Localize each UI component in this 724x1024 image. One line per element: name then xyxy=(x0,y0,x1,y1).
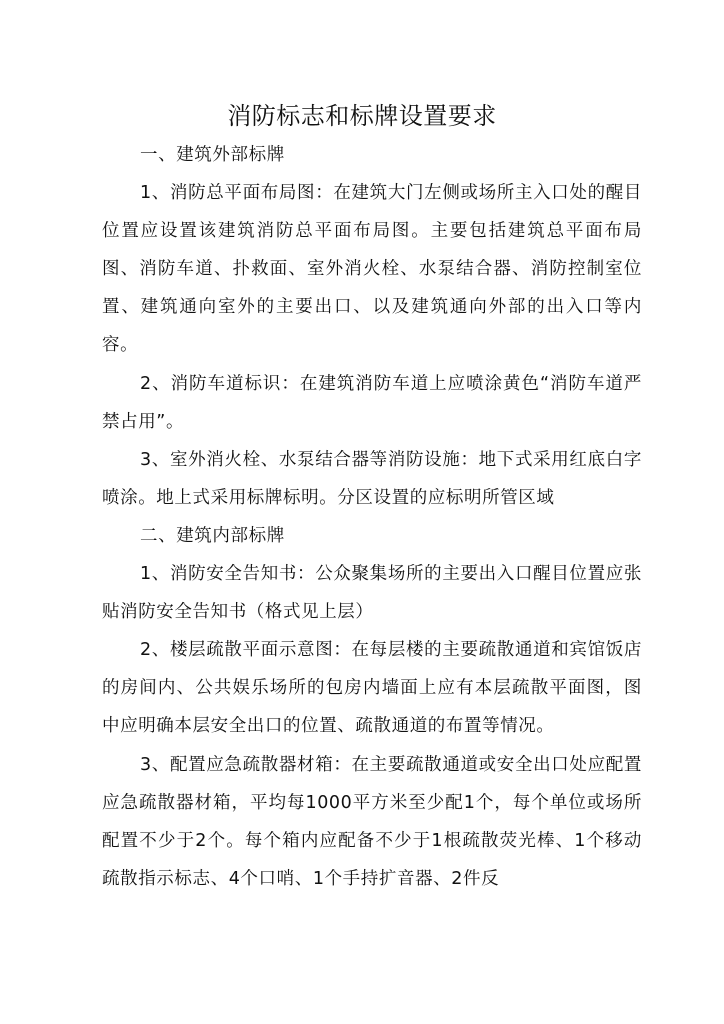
section-heading-interior: 二、建筑内部标牌 xyxy=(140,525,285,546)
document-body xyxy=(102,136,642,898)
paragraph-outdoor-hydrants: 3、室外消火栓、水泵结合器等消防设施：地下式采用红底白字喷涂。地上式采用标牌标明。分区设置的应标明所管区域 xyxy=(102,449,642,508)
paragraph-emergency-kit: 3、配置应急疏散器材箱：在主要疏散通道或安全出口处应配置应急疏散器材箱，平均每1000平方米至少配1个，每个单位或场所配置不少于2个。每个箱内应配备不少于1根疏散荧光棒、1个移动疏散指示标志、4个口哨、1个手持扩音器、2件反 xyxy=(102,754,642,889)
paragraph-evacuation-plan: 2、楼层疏散平面示意图：在每层楼的主要疏散通道和宾馆饭店的房间内、公共娱乐场所的包房内墙面上应有本层疏散平面图，图中应明确本层安全出口的位置、疏散通道的布置等情况。 xyxy=(102,640,642,737)
paragraph-fire-layout-plan: 1、消防总平面布局图：在建筑大门左侧或场所主入口处的醒目位置应设置该建筑消防总平面布局图。主要包括建筑总平面布局图、消防车道、扑救面、室外消火栓、水泵结合器、消防控制室位置、建筑通向室外的主要出口、以及建筑通向外部的出入口等内容。 xyxy=(102,183,642,356)
document-title: 消防标志和标牌设置要求 xyxy=(227,102,497,130)
paragraph-fire-lane-marking: 2、消防车道标识：在建筑消防车道上应喷涂黄色“消防车道严禁占用”。 xyxy=(102,373,642,432)
section-heading-exterior: 一、建筑外部标牌 xyxy=(140,145,285,165)
paragraph-safety-notice: 1、消防安全告知书：公众聚集场所的主要出入口醒目位置应张贴消防安全告知书（格式见上层） xyxy=(102,564,642,623)
